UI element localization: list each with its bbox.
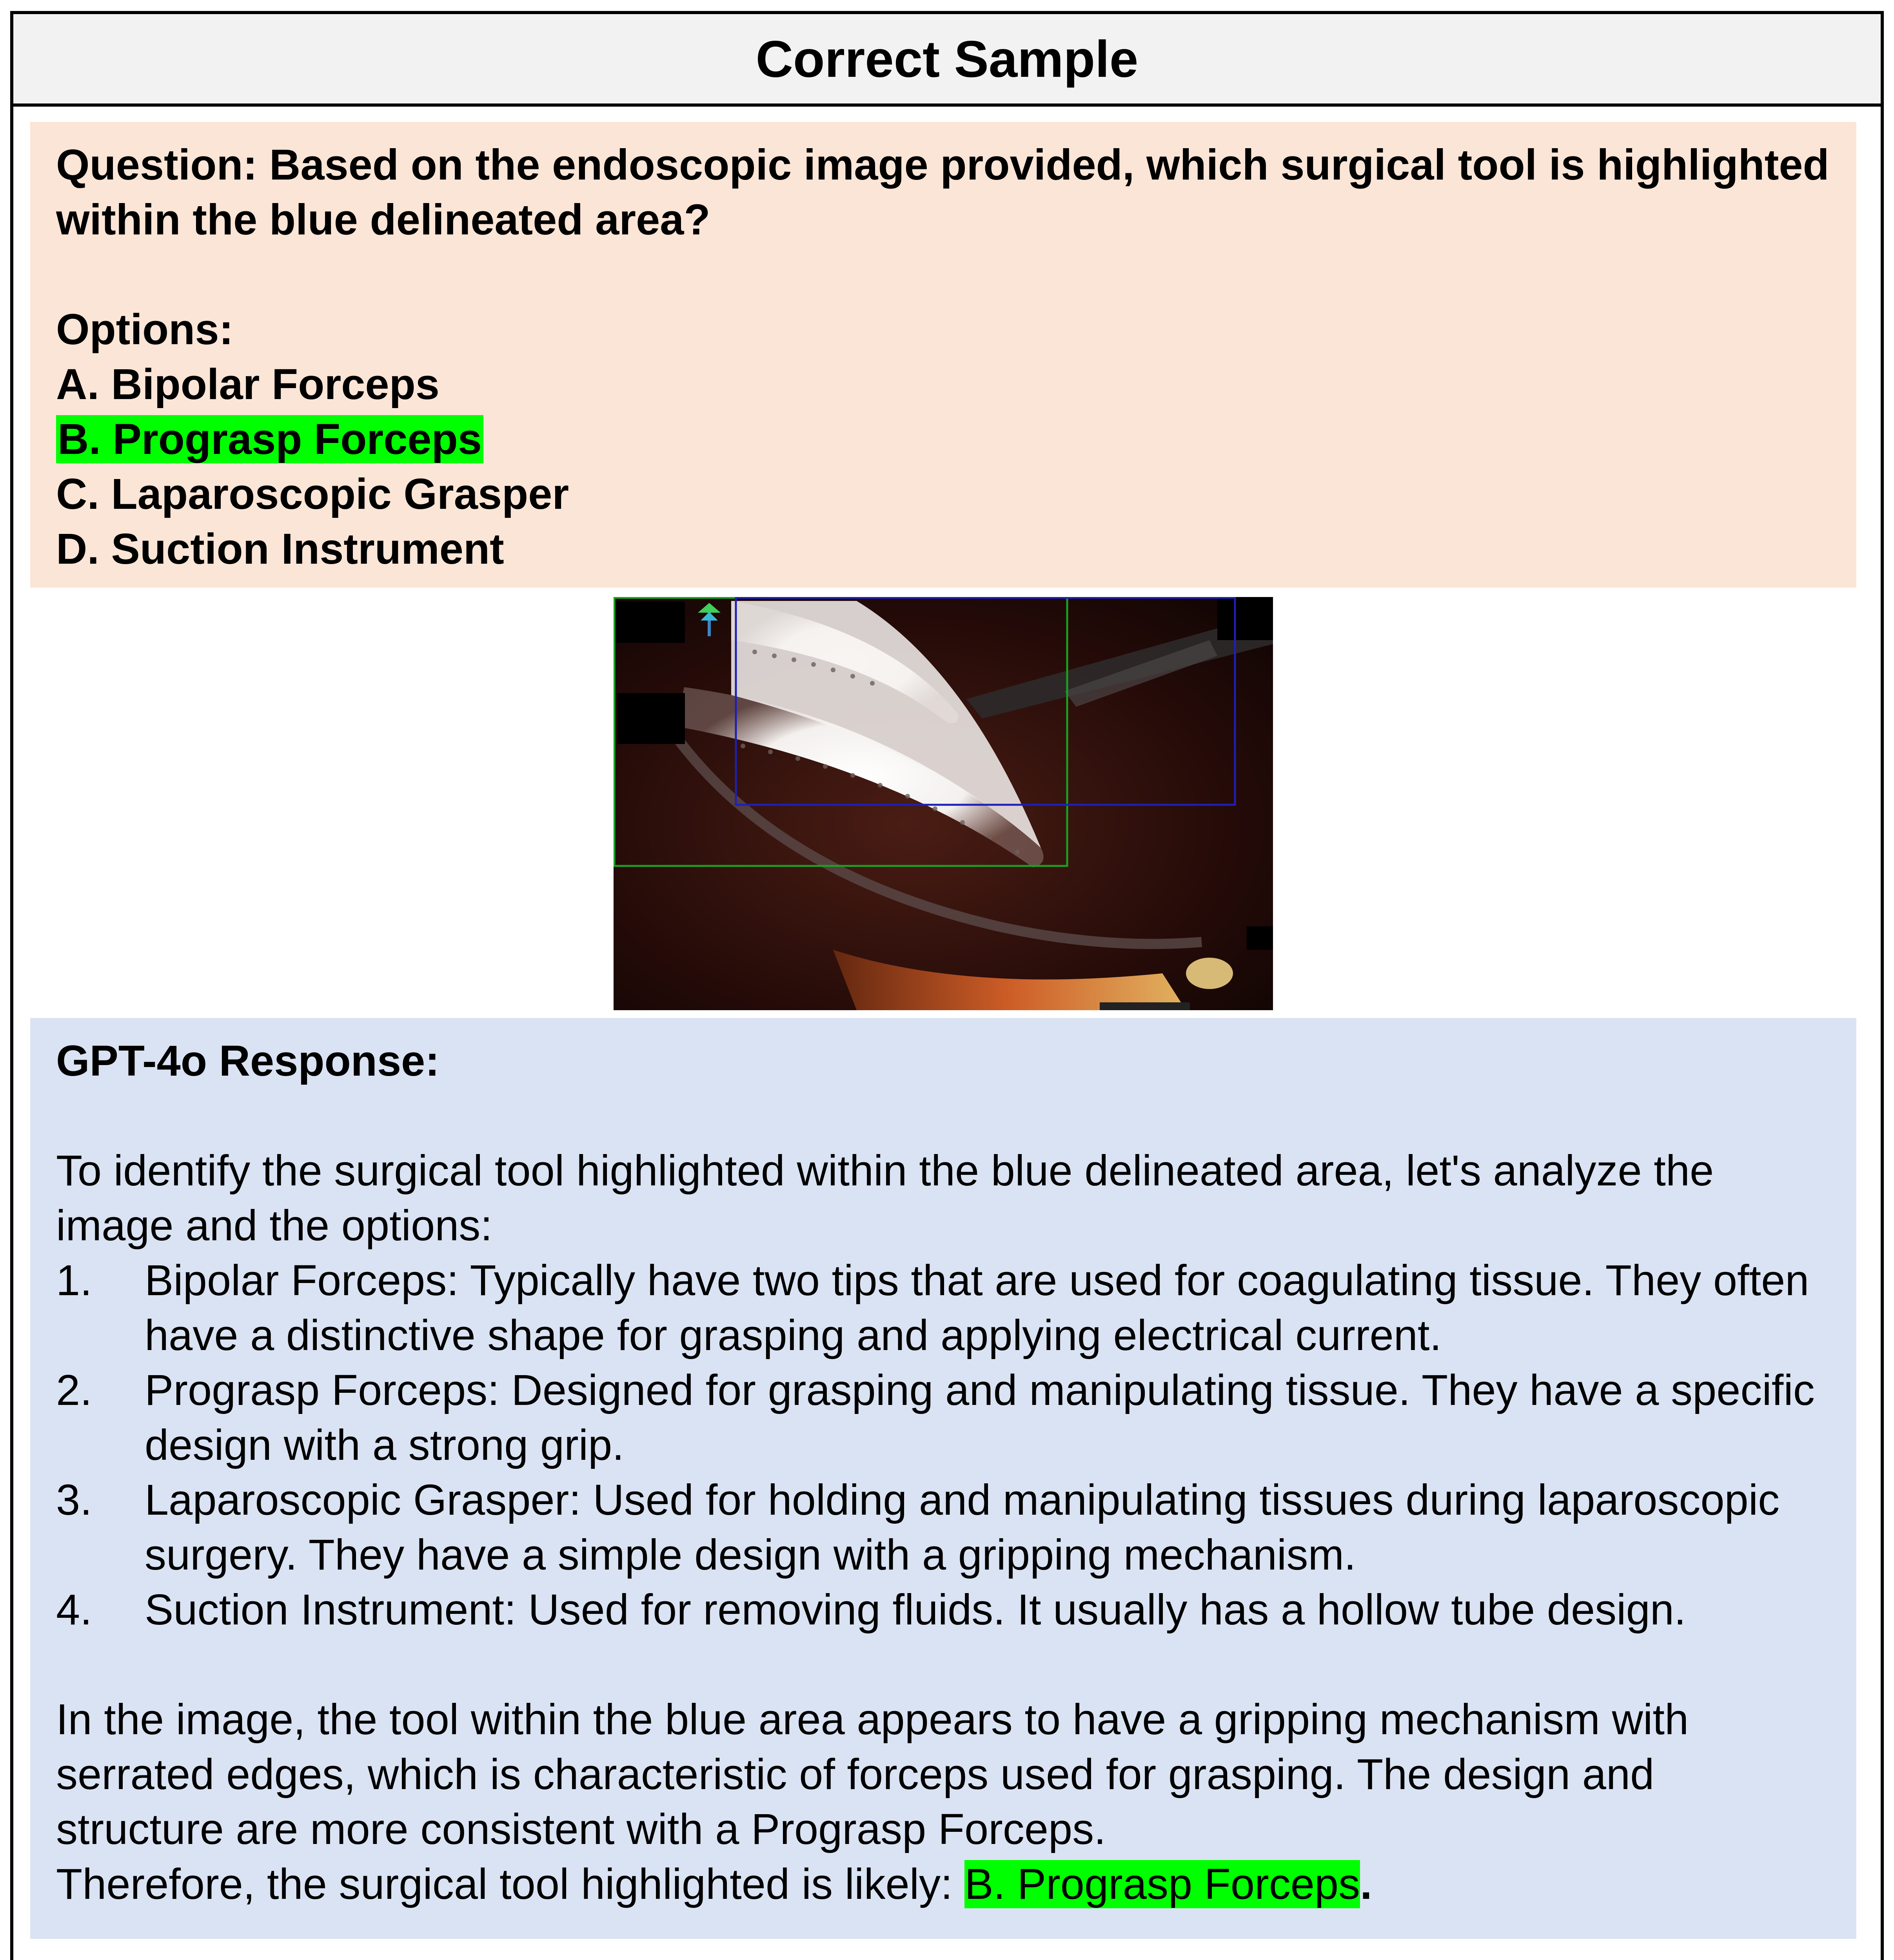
response-panel (30, 1018, 1856, 1939)
option-c: C. Laparoscopic Grasper (56, 470, 569, 518)
list-item: 1. Bipolar Forceps: Typically have two tips that are used for coagulating tissue. They often have a distinctive shape for grasping and applying electrical current. (56, 1256, 1809, 1359)
response-conclusion: In the image, the tool within the blue area appears to have a gripping mechanism with serrated edges, which is characteristic of forceps used for grasping. The design and structure are more consistent with a Prograsp Forceps. (56, 1695, 1689, 1853)
list-item: 3. Laparoscopic Grasper: Used for holding and manipulating tissues during laparoscopic surgery. They have a simple design with a gripping mechanism. (56, 1476, 1780, 1579)
endoscopic-image (614, 597, 1273, 1010)
card-title: Correct Sample (755, 30, 1139, 88)
list-item: 2. Prograsp Forceps: Designed for grasping and manipulating tissue. They have a specific design with a strong grip. (56, 1366, 1815, 1469)
card-title-bar (10, 11, 1884, 107)
question-text: Question: Based on the endoscopic image provided, which surgical tool is highlighted within the blue delineated area? (56, 141, 1829, 244)
occlusion-block-2 (617, 693, 685, 744)
list-item: 4. Suction Instrument: Used for removing fluids. It usually has a hollow tube design. (56, 1586, 1686, 1634)
response-intro: To identify the surgical tool highlighted within the blue delineated area, let's analyze the image and the options: (56, 1147, 1714, 1250)
option-b (56, 412, 1830, 467)
option-d: D. Suction Instrument (56, 525, 504, 573)
option-a: A. Bipolar Forceps (56, 360, 439, 408)
response-list (56, 1253, 1830, 1637)
occlusion-block-5 (1100, 1002, 1190, 1010)
question-panel (30, 122, 1856, 588)
response-title: GPT-4o Response: (56, 1037, 439, 1085)
response-final-line: Therefore, the surgical tool highlighted is likely: B. Prograsp Forceps. (56, 1860, 1372, 1908)
final-answer-highlight: B. Prograsp Forceps (964, 1860, 1360, 1908)
tissue-highlight (1186, 958, 1233, 989)
option-b-highlight: B. Prograsp Forceps (56, 415, 483, 463)
occlusion-block-4 (1247, 926, 1273, 950)
occlusion-block (614, 602, 685, 643)
occlusion-block-3 (1217, 597, 1273, 640)
options-label: Options: (56, 305, 234, 354)
